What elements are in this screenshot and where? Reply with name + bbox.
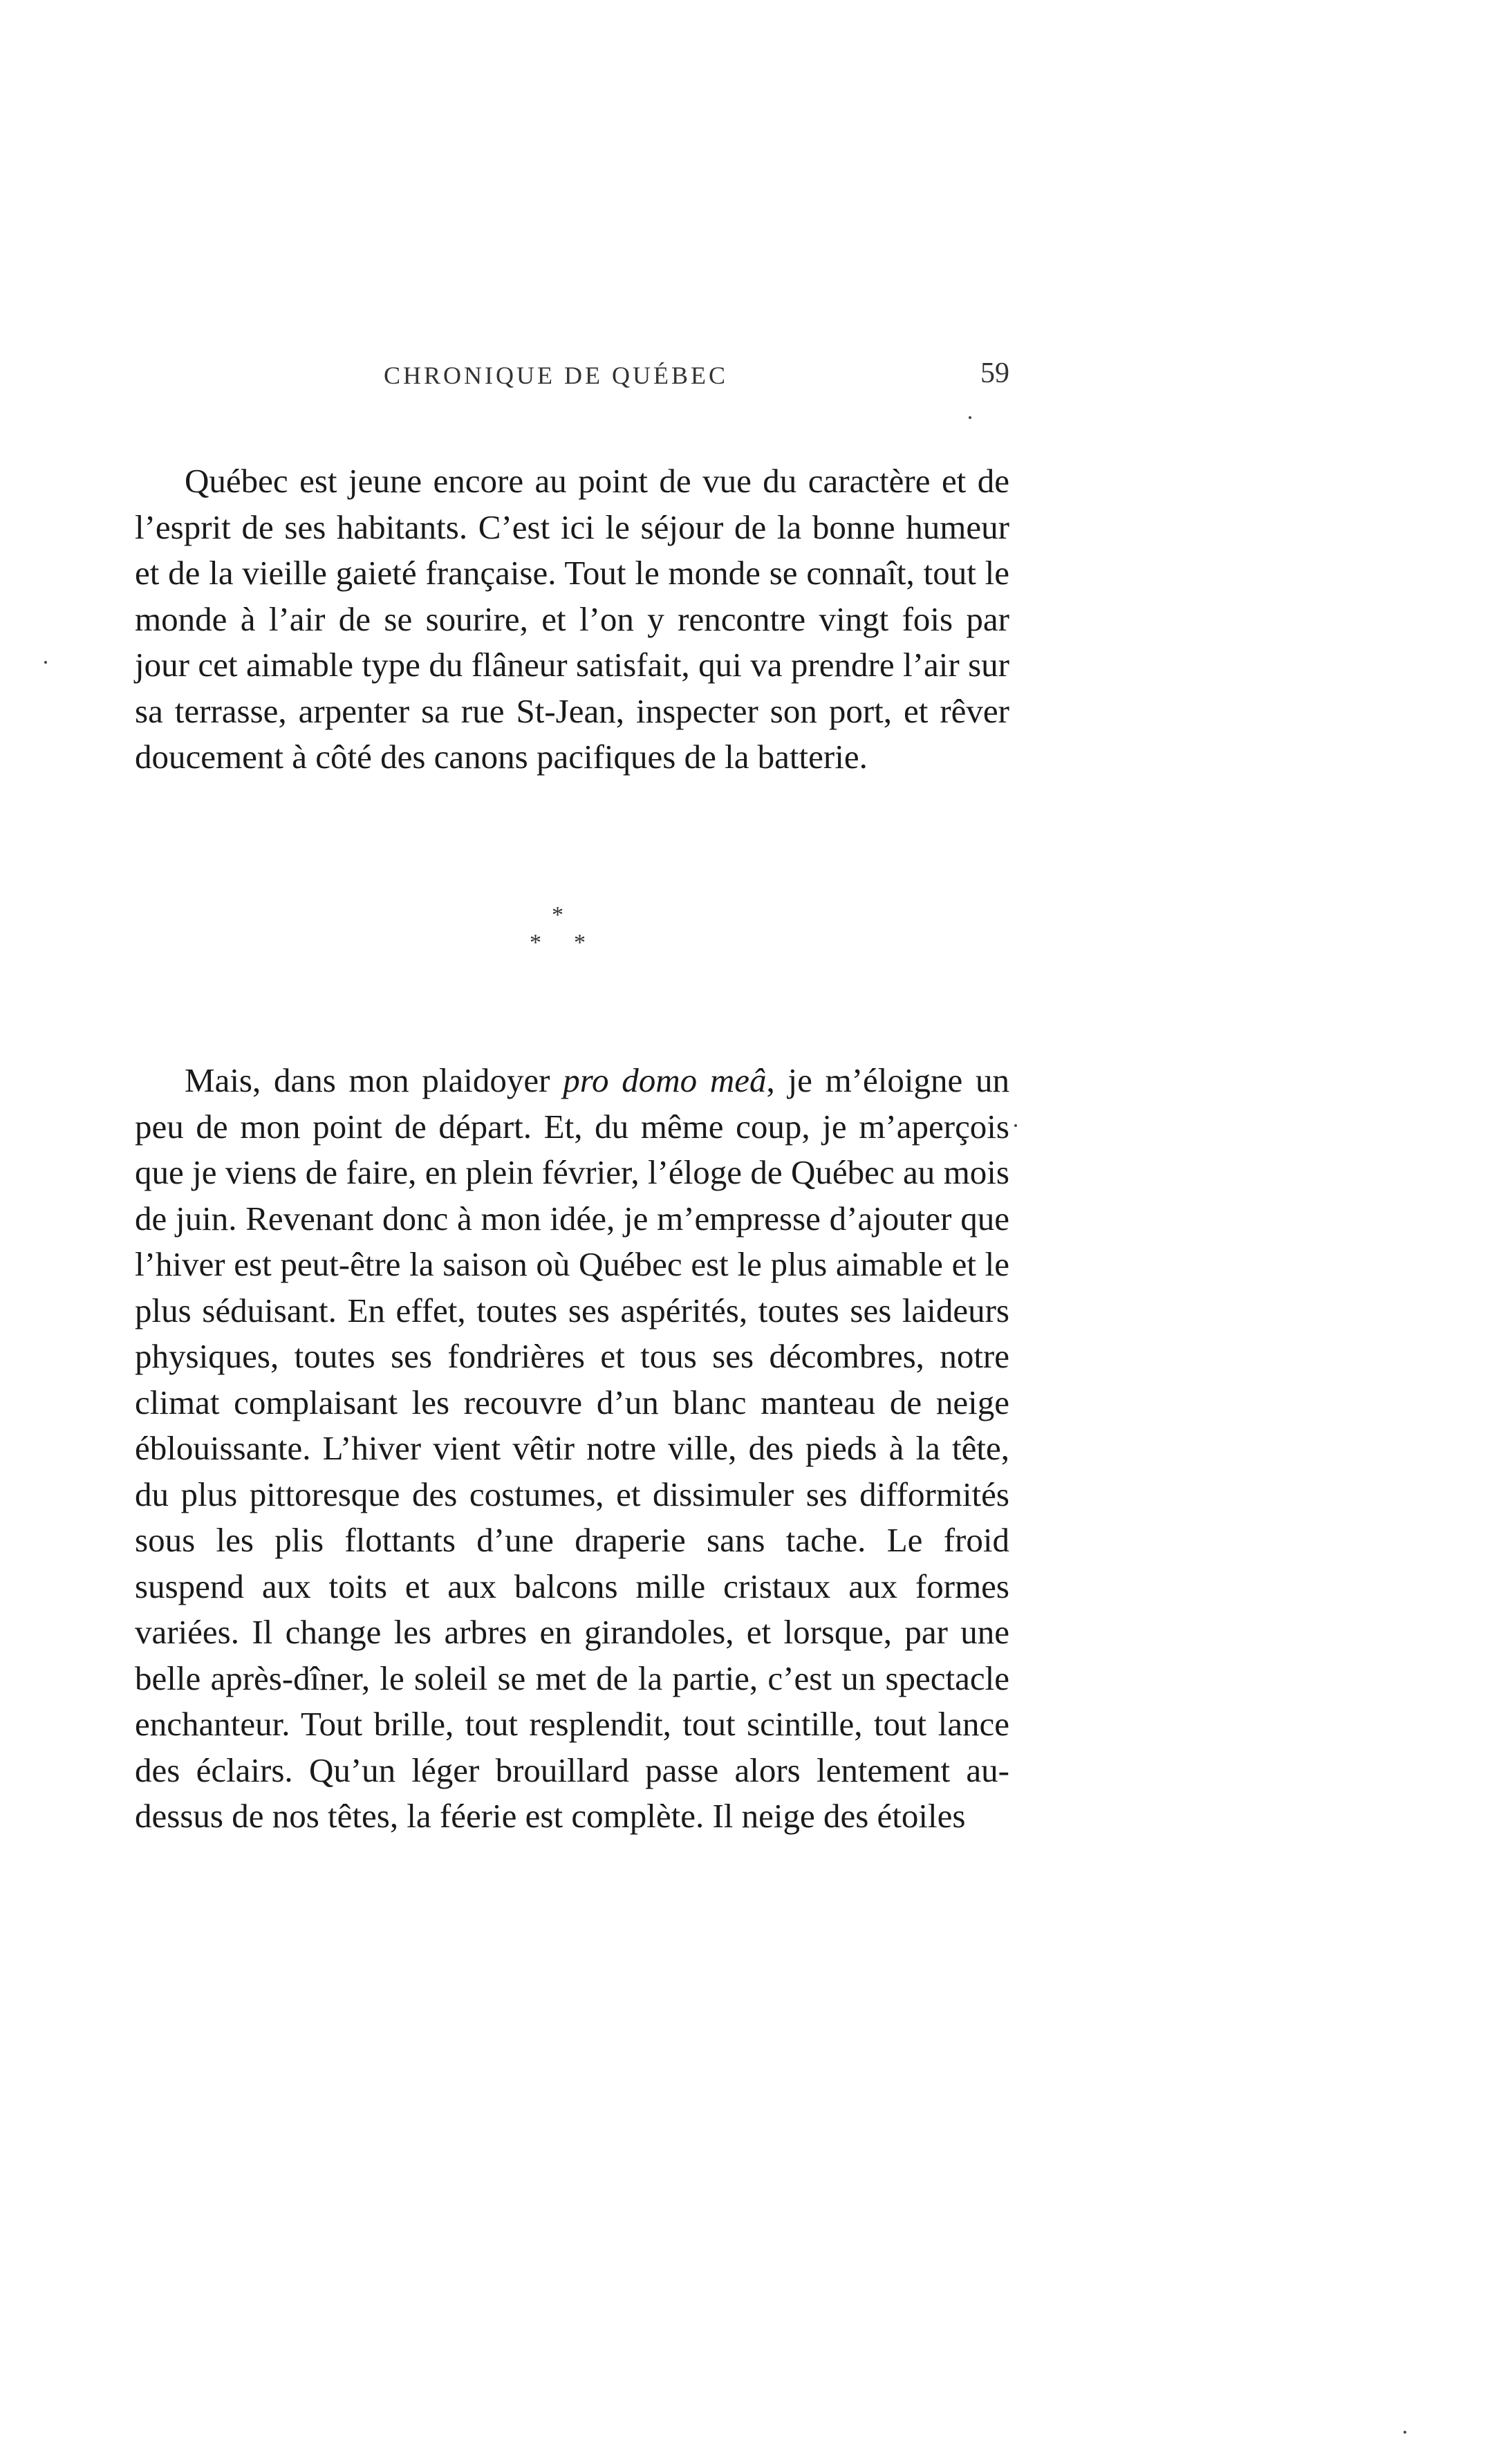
italic-phrase: pro domo meâ [563, 1061, 767, 1099]
running-head [135, 353, 1009, 401]
asterisk-icon: * [552, 902, 563, 928]
text-segment: , je m’éloigne un peu de mon point de départ. Et, du même coup, je m’aperçois que je viens de faire, en plein février, l’éloge de Québec au mois de juin. Revenant donc à mon idée, je m’empresse d’ajouter que l’hiver est peut-être la saison où Québec est le plus aimable et le plus séduisant. En effet, toutes ses aspérités, toutes ses laideurs physiques, toutes ses fondrières et tous ses décombres, notre climat complaisant les recouvre d’un blanc manteau de neige éblouissante. L’hiver vient vêtir notre ville, des pieds à la tête, du plus pittoresque des costumes, et dissimuler ses difformités sous les plis flottants d’une draperie sans tache. Le froid suspend aux toits et aux balcons mille cristaux aux formes variées. Il change les arbres en girandoles, et lorsque, par une belle après-dîner, le soleil se met de la partie, c’est un spectacle enchanteur. Tout brille, tout resplendit, tout scintille, tout lance des éclairs. Qu’un léger brouillard passe alors lentement au-dessus de nos têtes, la féerie est complète. Il neige des étoiles [135, 1061, 1009, 1835]
asterisk-icon: * [530, 930, 541, 955]
print-speck [1404, 2431, 1406, 2434]
print-speck [44, 661, 47, 664]
print-speck [969, 416, 971, 419]
page-number: 59 [980, 357, 1009, 389]
text-segment: Québec est jeune encore au point de vue du caractère et de l’esprit de ses habitants. C’est ici le séjour de la bonne humeur et de la vieille gaieté française. Tout le monde se connaît, tout le monde à l’air de se sourire, et l’on y rencontre vingt fois par jour cet aimable type du flâneur satisfait, qui va prendre l’air sur sa terrasse, arpenter sa rue St-Jean, inspecter son port, et rêver doucement à côté des canons pacifiques de la batterie. [135, 462, 1009, 776]
paragraph-2 [135, 1058, 1009, 1840]
print-speck [1014, 1124, 1017, 1127]
paragraph-text [135, 458, 1009, 781]
asterism-divider [520, 902, 603, 964]
text-segment: Mais, dans mon plaidoyer [185, 1061, 563, 1099]
running-title: CHRONIQUE DE QUÉBEC [384, 362, 728, 389]
asterisk-icon: * [574, 930, 586, 955]
paragraph-text [135, 1058, 1009, 1840]
paragraph-1 [135, 458, 1009, 781]
